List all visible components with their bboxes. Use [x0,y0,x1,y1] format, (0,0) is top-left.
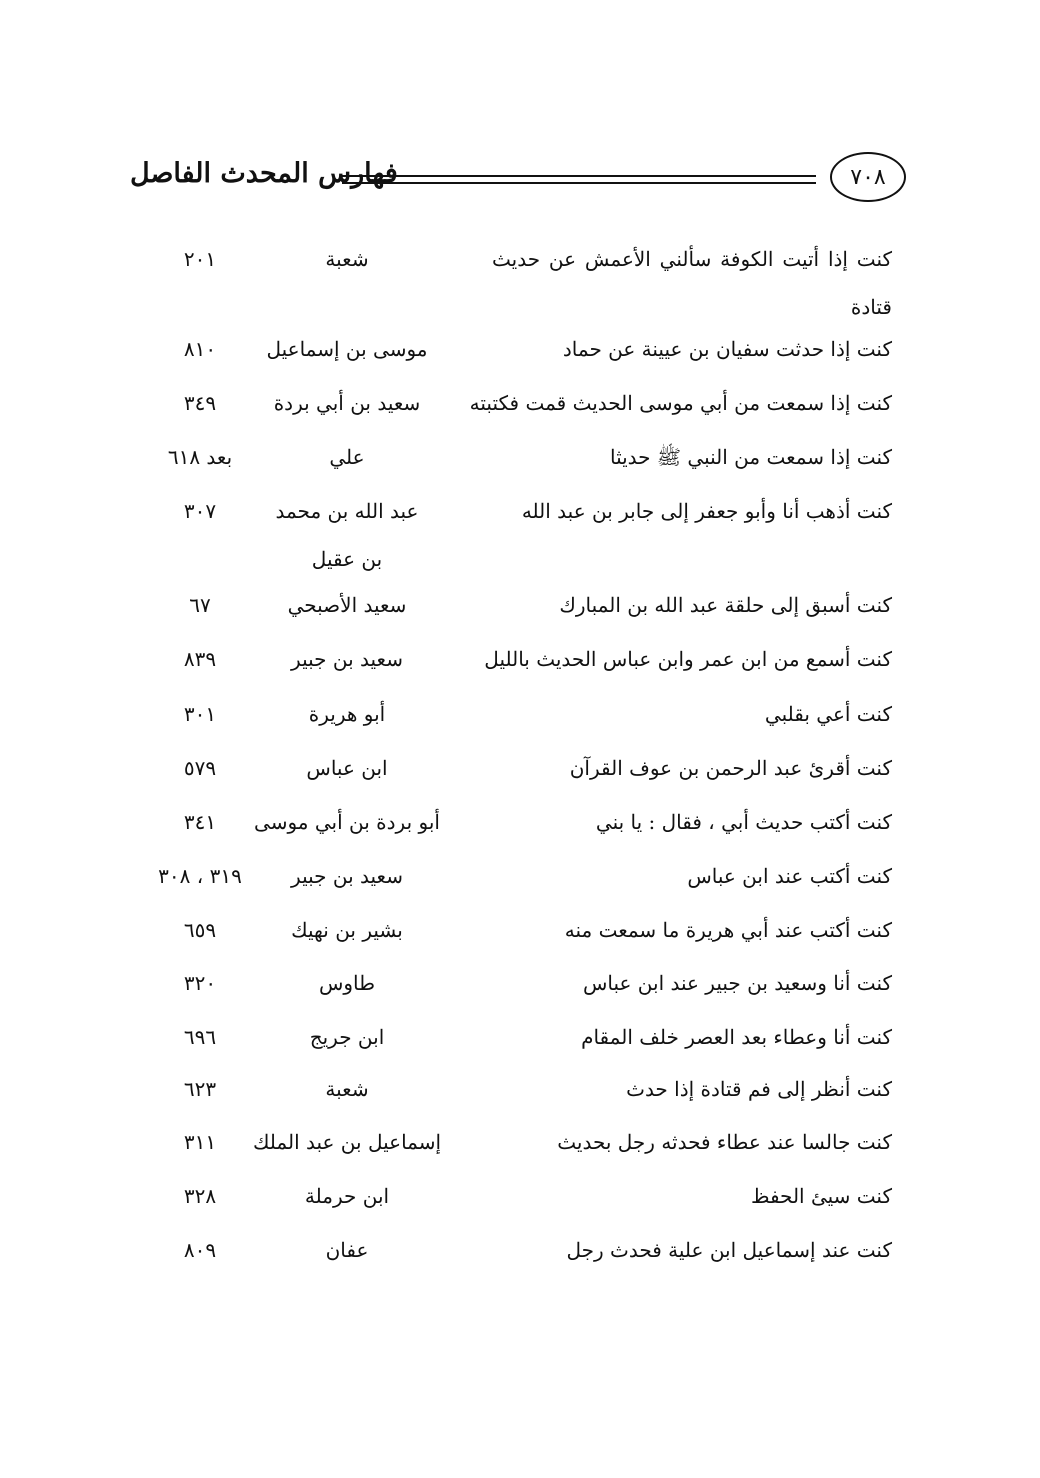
entry-pages: ٣٤١ [183,810,217,834]
entry-narrator: علي [329,445,365,469]
entry-phrase: كنت أنا وعطاء بعد العصر خلف المقام [581,1025,892,1049]
entry-narrator: أبو بردة بن أبي موسى [254,810,440,834]
entry-narrator: سعيد بن أبي بردة [273,391,421,415]
entry-pages: ٣١٩ ، ٣٠٨ [158,864,242,888]
index-entry [140,1065,892,1113]
index-entry [140,581,892,629]
entry-phrase: كنت إذا حدثت سفيان بن عيينة عن حماد [562,337,892,361]
entry-narrator: بشير بن نهيك [291,918,403,942]
entry-pages: ٦٢٣ [183,1077,217,1101]
page-number-oval [830,152,906,202]
entry-pages: ٣٢٠ [183,971,217,995]
index-entry [140,959,892,1007]
entry-phrase: كنت أكتب عند ابن عباس [687,864,892,888]
entry-narrator: إسماعيل بن عبد الملك [252,1130,442,1154]
entry-narrator: ابن جريج [309,1025,385,1049]
entry-phrase: كنت أكتب عند أبي هريرة ما سمعت منه [564,918,892,942]
entry-narrator: موسى بن إسماعيل [266,337,428,361]
entry-pages: ٣١١ [183,1130,217,1154]
entry-phrase: كنت إذا أتيت الكوفة سألني الأعمش عن حديث قتادة [492,247,892,319]
header-rule-bottom [342,182,816,184]
entry-phrase: كنت أعي بقلبي [764,702,892,726]
index-entry [140,798,892,846]
entry-pages: ٦٥٩ [183,918,217,942]
entry-pages: ٣٢٨ [183,1184,217,1208]
page-header [130,152,906,212]
entry-pages: ٣٠١ [183,702,217,726]
index-entry [140,690,892,738]
index-entry [140,635,892,683]
entry-narrator: ابن عباس [306,756,388,780]
index-entry [140,235,892,331]
index-entry [140,379,892,427]
entry-pages: ٨٣٩ [183,647,217,671]
entry-phrase: كنت أذهب أنا وأبو جعفر إلى جابر بن عبد الله [521,499,892,523]
index-entry [140,1118,892,1166]
index-entry [140,744,892,792]
entry-narrator: سعيد بن جبير [291,864,403,888]
entry-narrator: ابن حرملة [304,1184,390,1208]
entry-pages: ٨٠٩ [183,1238,217,1262]
header-rule-top [342,175,816,177]
entry-phrase: كنت أسمع من ابن عمر وابن عباس الحديث بالليل [484,647,892,671]
entry-phrase: كنت أكتب حديث أبي ، فقال : يا بني [595,810,892,834]
entry-phrase: كنت إذا سمعت من النبي ﷺ حديثا [609,445,892,469]
entry-phrase: كنت أنا وسعيد بن جبير عند ابن عباس [582,971,892,995]
index-entry [140,1172,892,1220]
entry-narrator: عبد الله بن محمد بن عقيل [275,499,419,571]
entry-phrase: كنت أقرئ عبد الرحمن بن عوف القرآن [569,756,892,780]
entry-phrase: كنت إذا سمعت من أبي موسى الحديث قمت فكتبته [469,391,892,415]
page-number: ٧٠٨ [850,164,886,190]
entry-pages: ٣٠٧ [183,499,217,523]
index-entry [140,1013,892,1061]
entry-phrase: كنت أنظر إلى فم قتادة إذا حدث [626,1077,892,1101]
entry-narrator: عفان [325,1238,369,1262]
entry-narrator: شعبة [325,247,369,271]
index-entry [140,325,892,373]
book-title: فهارس المحدث الفاصل [130,158,398,189]
entry-pages: ٢٠١ [183,247,217,271]
entry-pages: بعد ٦١٨ [167,445,233,469]
index-entry [140,487,892,583]
entry-phrase: كنت سيئ الحفظ [750,1184,892,1208]
entry-narrator: سعيد الأصبحي [287,593,407,617]
entry-pages: ٥٧٩ [183,756,217,780]
index-entry [140,906,892,954]
entry-pages: ٣٤٩ [183,391,217,415]
entry-pages: ٨١٠ [183,337,217,361]
entry-narrator: أبو هريرة [308,702,386,726]
entry-narrator: شعبة [325,1077,369,1101]
entry-phrase: كنت جالسا عند عطاء فحدثه رجل بحديث [557,1130,892,1154]
index-entry [140,852,892,900]
entry-phrase: كنت عند إسماعيل ابن علية فحدث رجل [566,1238,892,1262]
index-entry [140,433,892,481]
entry-pages: ٦٧ [189,593,211,617]
entry-pages: ٦٩٦ [183,1025,217,1049]
entry-narrator: طاوس [318,971,376,995]
index-entry [140,1226,892,1274]
entry-phrase: كنت أسبق إلى حلقة عبد الله بن المبارك [559,593,892,617]
entry-narrator: سعيد بن جبير [291,647,403,671]
